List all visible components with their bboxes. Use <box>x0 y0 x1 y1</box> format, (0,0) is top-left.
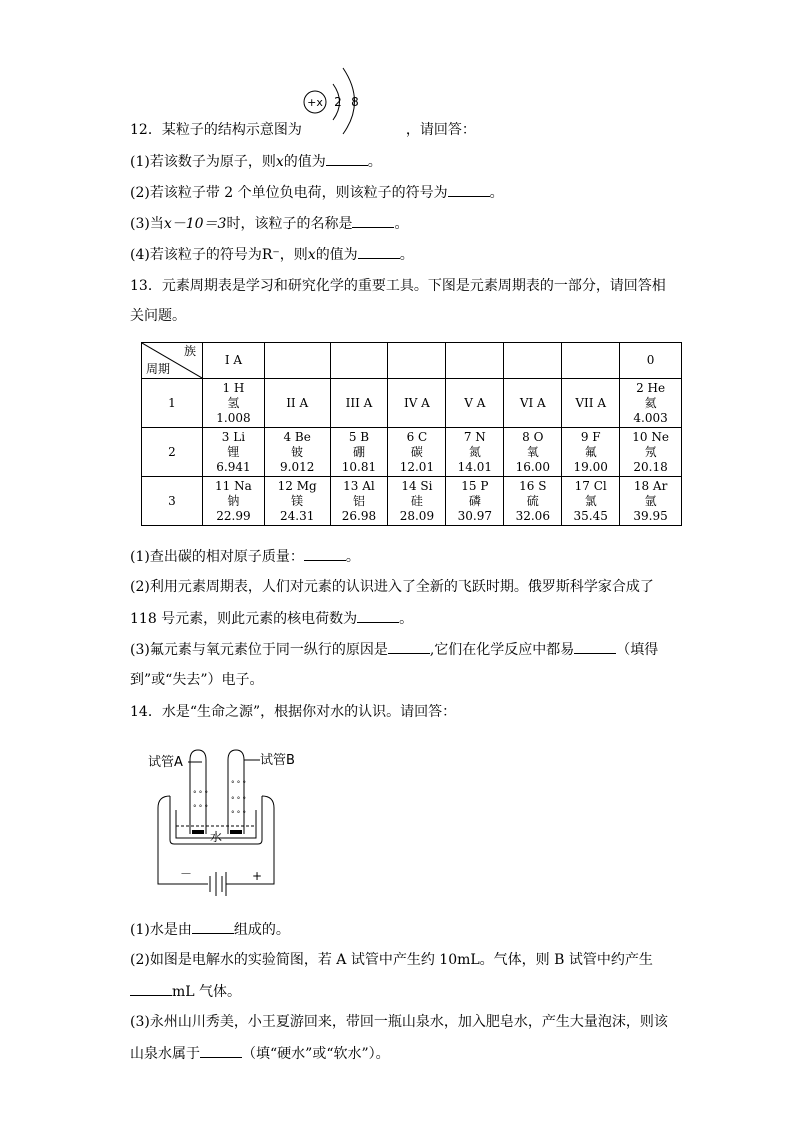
q12-p1-var: x <box>275 154 284 170</box>
q12-p3-text: (3)当 <box>130 216 164 232</box>
element-cell <box>620 477 682 526</box>
element-mass: 39.95 <box>633 508 668 523</box>
element-number-symbol: 1 H <box>222 380 245 395</box>
q14-part2-line2 <box>130 981 241 1002</box>
element-number-symbol: 14 Si <box>401 478 433 493</box>
q12-intro-suffix: ，请回答： <box>405 122 476 138</box>
element-mass: 32.06 <box>515 508 550 523</box>
element-number-symbol: 18 Ar <box>633 478 668 493</box>
shell-2-electrons: 8 <box>351 95 359 109</box>
element-cell <box>330 428 388 477</box>
element-number-symbol: 10 Ne <box>632 429 669 444</box>
q13-intro-line2: 关问题。 <box>130 308 186 324</box>
element-number-symbol: 13 Al <box>343 478 375 493</box>
group-header <box>446 343 504 379</box>
q14-part2-line1: (2)如图是电解水的实验简图，若 A 试管中产生约 10mL。气体，则 B 试管中约产生 <box>130 952 653 968</box>
element-number-symbol: 6 C <box>406 429 428 444</box>
tube-b-label: 试管B <box>260 753 295 768</box>
group-header <box>330 343 388 379</box>
element-cell <box>562 477 620 526</box>
element-name: 氩 <box>644 493 657 508</box>
element-cell <box>388 428 446 477</box>
water-label: 水 <box>210 830 223 844</box>
group-label-cell: VI A <box>504 379 562 428</box>
element-mass: 19.00 <box>573 459 608 474</box>
q12-p2-end: 。 <box>489 185 504 201</box>
element-number-symbol: 17 Cl <box>574 478 607 493</box>
element-mass: 30.97 <box>457 508 493 523</box>
q13-part2-line2 <box>130 608 413 629</box>
element-cell <box>446 477 504 526</box>
period-number: 3 <box>142 477 203 526</box>
q12-p1-end: 。 <box>367 154 382 170</box>
q13-part1 <box>130 546 360 567</box>
answer-blank[interactable] <box>352 213 394 228</box>
element-mass: 24.31 <box>280 508 315 523</box>
element-name: 锂 <box>227 444 240 459</box>
q14-p1-text: (1)水是由 <box>130 922 192 938</box>
answer-blank[interactable] <box>357 608 399 623</box>
element-name: 氦 <box>644 395 657 410</box>
answer-blank[interactable] <box>448 182 490 197</box>
element-number-symbol: 2 He <box>636 380 666 395</box>
table-row <box>142 428 682 477</box>
tube-b-bubbles: ° ° ° <box>231 796 246 804</box>
q12-p1-text: (1)若该数子为原子，则 <box>130 154 276 170</box>
period-label: 周期 <box>146 362 171 376</box>
element-mass: 6.941 <box>216 459 251 474</box>
q12-part1 <box>130 151 382 172</box>
tube-a-bubbles: ° ° ° <box>193 804 208 812</box>
element-number-symbol: 15 P <box>461 478 489 493</box>
answer-blank[interactable] <box>388 639 430 654</box>
periodic-table <box>141 342 682 526</box>
element-cell <box>330 477 388 526</box>
tube-a-label: 试管A <box>148 755 183 770</box>
q12-part3 <box>130 213 408 234</box>
q12-p1-text2: 的值为 <box>283 154 326 170</box>
q14-p3-text: 山泉水属于 <box>130 1046 200 1062</box>
electrode-a <box>192 830 204 834</box>
element-mass: 20.18 <box>633 459 668 474</box>
element-name: 铍 <box>291 444 304 459</box>
element-mass: 12.01 <box>399 459 435 474</box>
q12-p4-text: (4)若该粒子的符号为 <box>130 247 262 263</box>
q12-p2-text: (2)若该粒子带 2 个单位负电荷，则该粒子的符号为 <box>130 185 448 201</box>
q12-p4-var: x <box>307 247 316 263</box>
q12-p3-text2: 时，该粒子的名称是 <box>226 216 353 232</box>
q14-p3-text2: （填“硬水”或“软水”）。 <box>242 1046 390 1062</box>
q12-intro <box>130 120 476 140</box>
element-name: 钠 <box>227 493 240 508</box>
group-label-cell: V A <box>446 379 504 428</box>
element-number-symbol: 16 S <box>519 478 547 493</box>
element-mass: 28.09 <box>399 508 435 523</box>
q14-part3-line1: (3)永州山川秀美，小王夏游回来，带回一瓶山泉水，加入肥皂水，产生大量泡沫，则该 <box>130 1014 668 1030</box>
q12-p3-equation: x－10＝3 <box>163 216 227 232</box>
element-name: 氧 <box>526 444 539 459</box>
element-cell <box>203 477 265 526</box>
positive-terminal: + <box>252 869 263 883</box>
element-cell <box>620 428 682 477</box>
element-mass: 16.00 <box>515 459 550 474</box>
period-number: 1 <box>142 379 203 428</box>
table-header-row <box>142 343 682 379</box>
q13-p2-text: 118 号元素，则此元素的核电荷数为 <box>130 611 358 627</box>
shell-1-electrons: 2 <box>334 95 342 109</box>
electrode-b <box>230 830 242 834</box>
q13-part3-line2: 到”或“失去”）电子。 <box>130 672 264 688</box>
q13-p3-text3: （填得 <box>616 642 659 658</box>
element-name: 氖 <box>644 444 657 459</box>
element-number-symbol: 3 Li <box>221 429 246 444</box>
element-mass: 22.99 <box>216 508 251 523</box>
element-name: 硅 <box>410 493 423 508</box>
tube-a-bubbles: ° ° ° <box>193 790 208 798</box>
group-label-cell: IV A <box>388 379 446 428</box>
element-cell <box>620 379 682 428</box>
q12-p4-end: 。 <box>399 247 414 263</box>
test-tube-b <box>228 750 244 834</box>
q12-part4 <box>130 244 414 265</box>
tube-b-bubbles: ° ° ° <box>231 780 246 788</box>
q13-p1-end: 。 <box>345 549 360 565</box>
q12-p4-symbol: R⁻ <box>261 247 280 263</box>
element-name: 氯 <box>584 493 597 508</box>
element-mass: 4.003 <box>633 410 668 425</box>
element-number-symbol: 9 F <box>580 429 601 444</box>
element-name: 铝 <box>352 493 365 508</box>
element-number-symbol: 8 O <box>522 429 544 444</box>
table-row <box>142 477 682 526</box>
group-label-cell: III A <box>330 379 388 428</box>
element-mass: 14.01 <box>457 459 493 474</box>
electrolysis-apparatus-diagram <box>140 744 300 900</box>
group-header <box>264 343 330 379</box>
answer-blank[interactable] <box>130 981 172 996</box>
group-header: 0 <box>620 343 682 379</box>
q12-p3-end: 。 <box>394 216 409 232</box>
element-cell <box>504 477 562 526</box>
table-row <box>142 379 682 428</box>
q13-p3-text2: ,它们在化学反应中都易 <box>429 642 575 658</box>
q13-p3-text: (3)氟元素与氧元素位于同一纵行的原因是 <box>130 642 388 658</box>
answer-blank[interactable] <box>326 151 368 166</box>
group-header: I A <box>203 343 265 379</box>
element-cell <box>264 428 330 477</box>
q12-p4-text2: ，则 <box>279 247 308 263</box>
q14-part3-line2 <box>130 1043 390 1064</box>
element-name: 氟 <box>584 444 597 459</box>
corner-cell <box>142 343 203 379</box>
element-number-symbol: 5 B <box>348 429 370 444</box>
element-cell <box>264 477 330 526</box>
group-header <box>562 343 620 379</box>
q14-part1 <box>130 919 290 940</box>
q12-part2 <box>130 182 504 203</box>
element-cell <box>203 379 265 428</box>
q12-p4-text3: 的值为 <box>315 247 358 263</box>
answer-blank[interactable] <box>574 639 616 654</box>
element-number-symbol: 4 Be <box>283 429 311 444</box>
element-name: 硫 <box>526 493 539 508</box>
element-name: 硼 <box>352 444 365 459</box>
group-label-cell: VII A <box>562 379 620 428</box>
q14-intro: 14．水是“生命之源”，根据你对水的认识。请回答： <box>130 704 457 720</box>
q13-p2-end: 。 <box>399 611 414 627</box>
element-name: 氮 <box>468 444 481 459</box>
element-mass: 9.012 <box>280 459 315 474</box>
group-header <box>504 343 562 379</box>
group-label: 族 <box>183 344 196 358</box>
element-number-symbol: 12 Mg <box>277 478 317 493</box>
q14-p1-text2: 组成的。 <box>233 922 290 938</box>
negative-terminal: － <box>180 867 193 881</box>
answer-blank[interactable] <box>200 1043 242 1058</box>
q14-p2-text: mL 气体。 <box>172 984 242 1000</box>
element-name: 氢 <box>227 395 240 410</box>
q13-part2-line1: (2)利用元素周期表，人们对元素的认识进入了全新的飞跃时期。俄罗斯科学家合成了 <box>130 579 654 595</box>
q13-intro-line1: 13．元素周期表是学习和研究化学的重要工具。下图是元素周期表的一部分，请回答相 <box>130 278 666 294</box>
element-number-symbol: 11 Na <box>215 478 252 493</box>
element-cell <box>388 477 446 526</box>
nucleus-charge: +x <box>307 96 323 109</box>
element-name: 磷 <box>468 493 481 508</box>
period-number: 2 <box>142 428 203 477</box>
group-header <box>388 343 446 379</box>
element-cell <box>504 428 562 477</box>
element-cell <box>446 428 504 477</box>
answer-blank[interactable] <box>358 244 400 259</box>
tube-b-bubbles: ° ° ° <box>231 810 246 818</box>
group-label-cell: II A <box>264 379 330 428</box>
element-cell <box>562 428 620 477</box>
element-mass: 10.81 <box>341 459 377 474</box>
element-name: 碳 <box>410 444 423 459</box>
element-cell <box>203 428 265 477</box>
q12-intro-prefix: 12．某粒子的结构示意图为 <box>130 122 302 138</box>
element-name: 镁 <box>291 493 304 508</box>
element-mass: 1.008 <box>216 410 251 425</box>
element-number-symbol: 7 N <box>463 429 486 444</box>
element-mass: 35.45 <box>573 508 608 523</box>
answer-blank[interactable] <box>304 546 346 561</box>
answer-blank[interactable] <box>192 919 234 934</box>
q13-part3-line1 <box>130 639 658 660</box>
element-mass: 26.98 <box>341 508 377 523</box>
q13-p1-text: (1)查出碳的相对原子质量： <box>130 549 304 565</box>
